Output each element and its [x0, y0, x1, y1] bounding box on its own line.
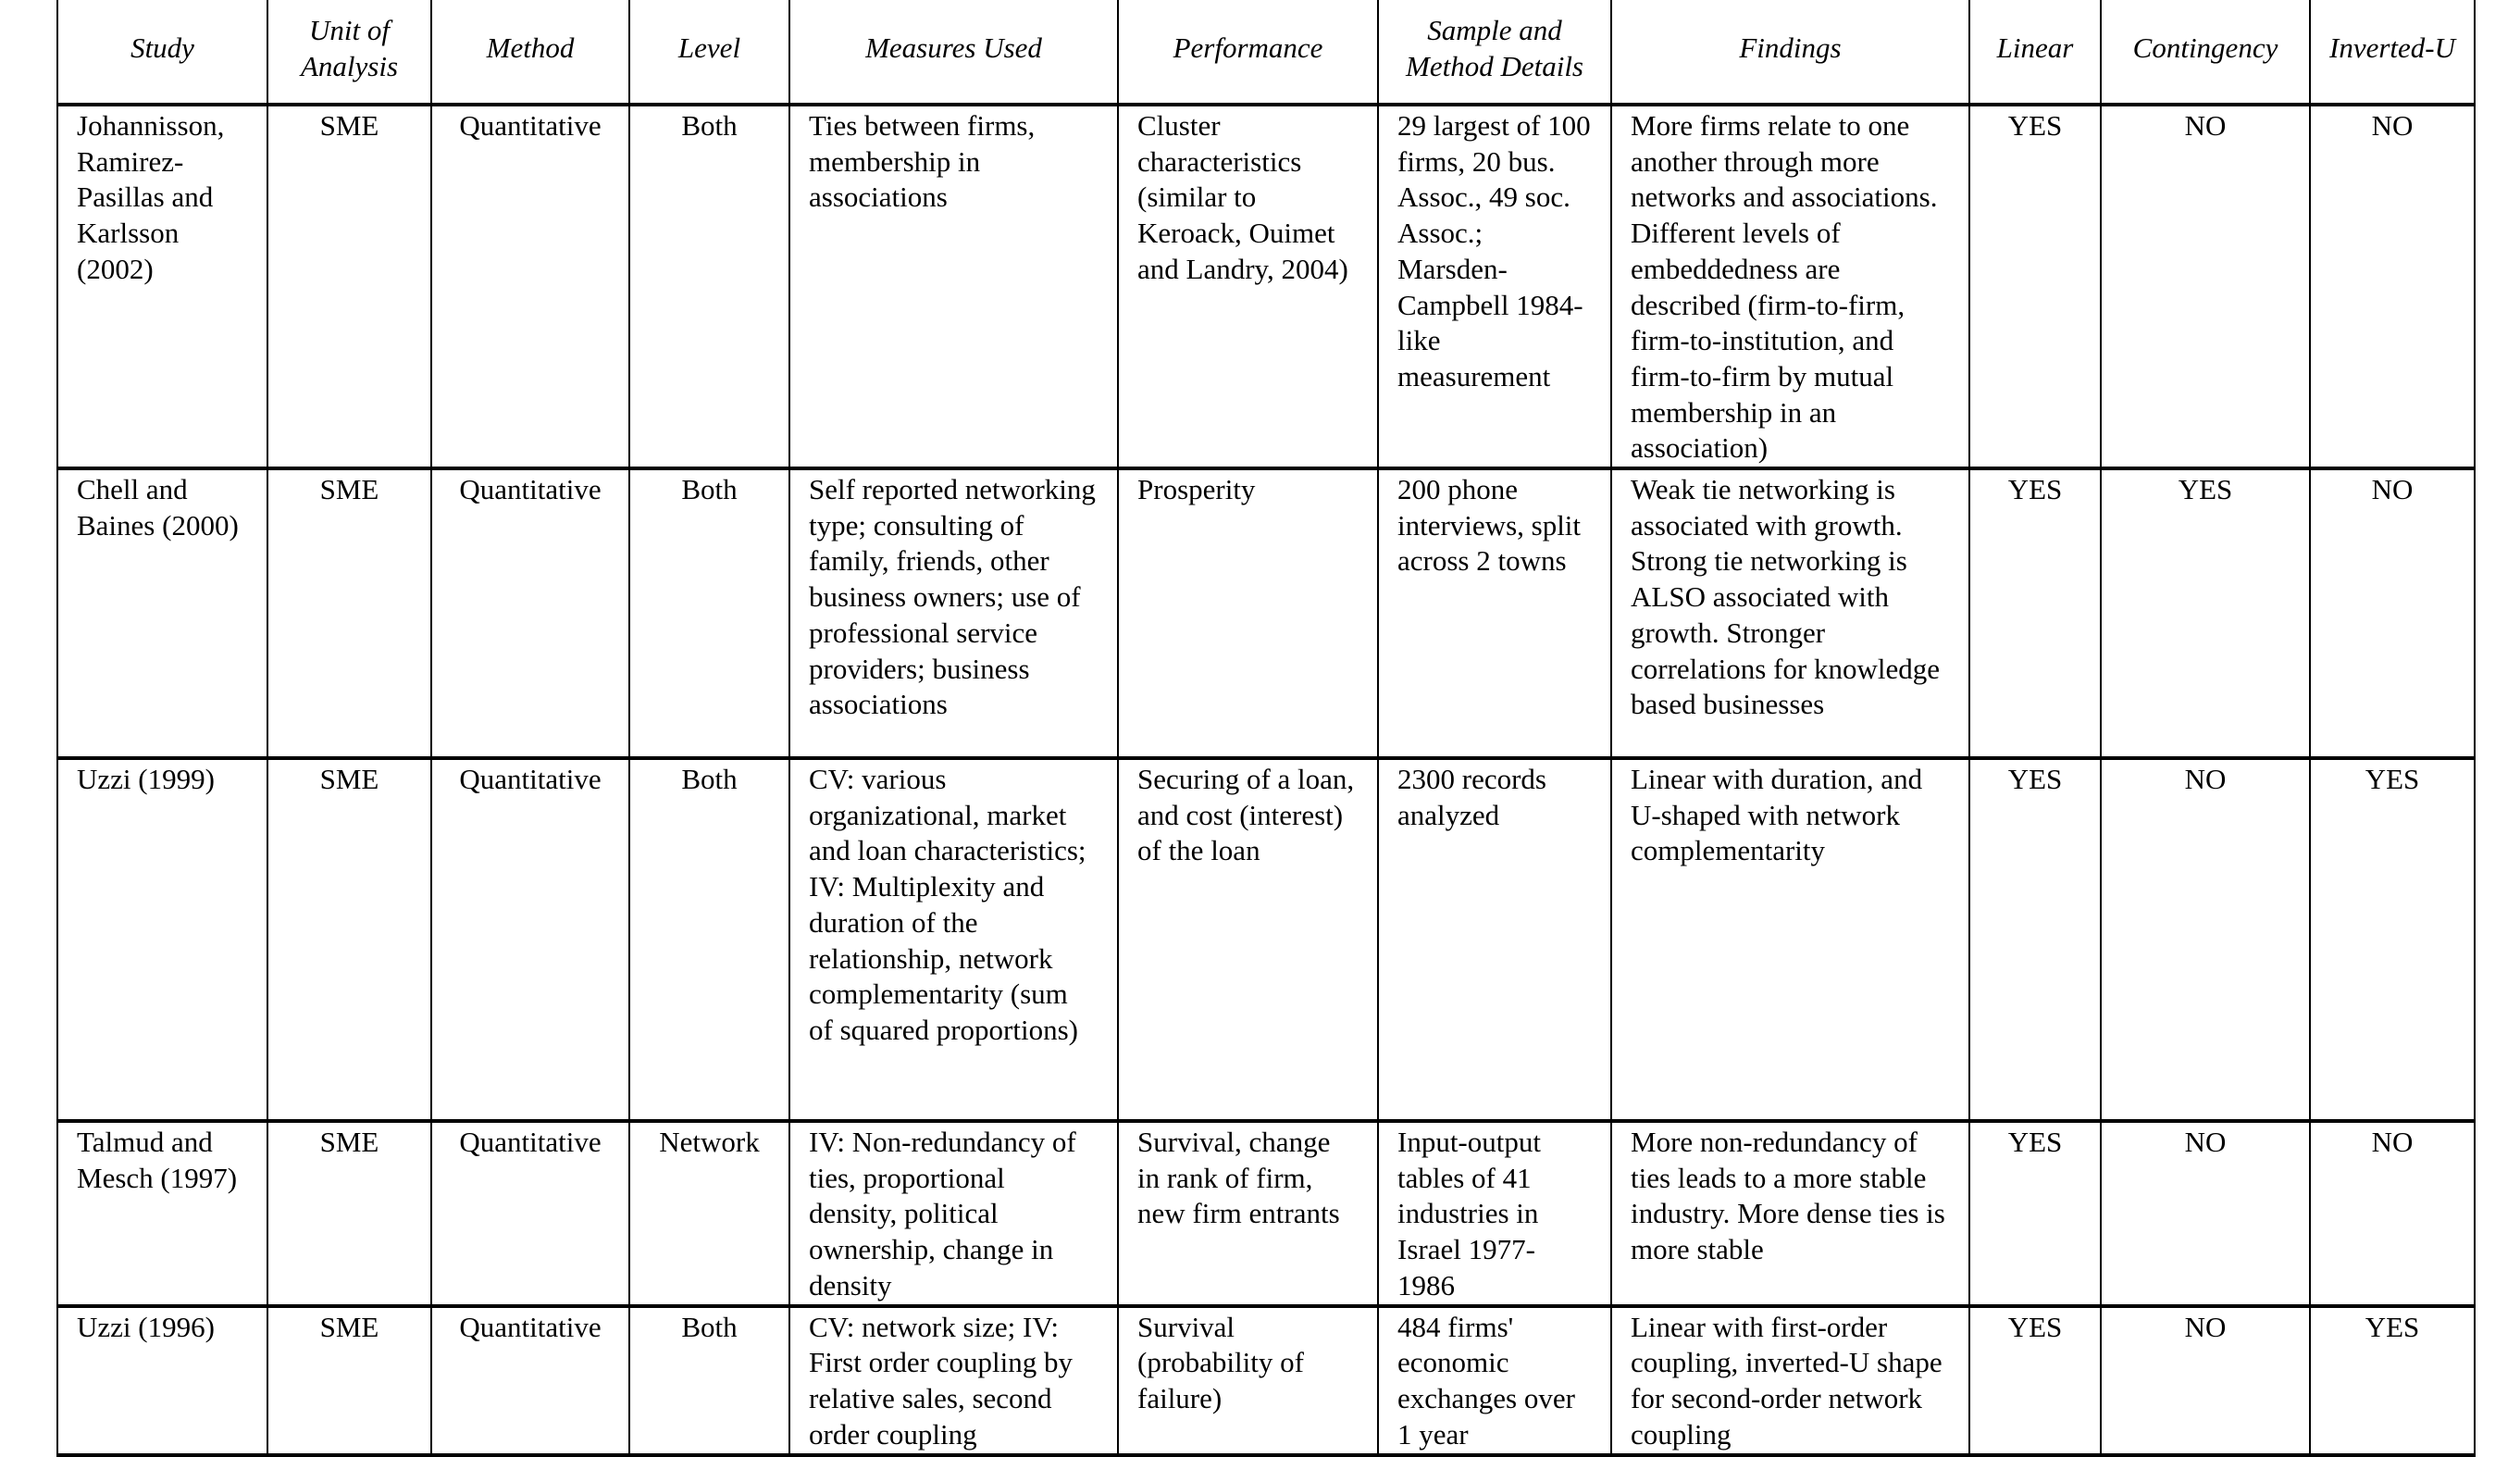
table-row [57, 468, 2475, 758]
studies-table [56, 0, 2476, 1457]
cell-level: Both [629, 468, 789, 758]
cell-measures: CV: various organizational, market and loan characteristics; IV: Multiplexity and duration of the relationship, network complementarity (sum of squared proportions) [789, 758, 1118, 1121]
cell-level: Both [629, 105, 789, 468]
column-header-sample-details: Sample and Method Details [1378, 0, 1611, 105]
cell-contingency: NO [2101, 105, 2310, 468]
cell-linear: YES [1969, 105, 2101, 468]
cell-unit: SME [267, 1306, 431, 1455]
cell-linear: YES [1969, 1306, 2101, 1455]
cell-study: Johannisson, Ramirez-Pasillas and Karlsson (2002) [57, 105, 267, 468]
cell-measures: Ties between firms, membership in associations [789, 105, 1118, 468]
column-header-unit-of-analysis: Unit of Analysis [267, 0, 431, 105]
cell-level: Both [629, 758, 789, 1121]
cell-study: Talmud and Mesch (1997) [57, 1121, 267, 1306]
column-header-study: Study [57, 0, 267, 105]
cell-level: Network [629, 1121, 789, 1306]
cell-measures: Self reported networking type; consulting of family, friends, other business owners; use of professional service providers; business associations [789, 468, 1118, 758]
table-row [57, 105, 2475, 468]
cell-findings: Linear with first-order coupling, inverted-U shape for second-order network coupling [1611, 1306, 1969, 1455]
cell-contingency: YES [2101, 468, 2310, 758]
table-row [57, 1121, 2475, 1306]
cell-performance: Securing of a loan, and cost (interest) of the loan [1118, 758, 1378, 1121]
cell-method: Quantitative [431, 105, 629, 468]
cell-level: Both [629, 1306, 789, 1455]
cell-findings: Linear with duration, and U-shaped with network complementarity [1611, 758, 1969, 1121]
cell-performance: Survival (probability of failure) [1118, 1306, 1378, 1455]
cell-inverted-u: NO [2310, 468, 2475, 758]
cell-findings: Weak tie networking is associated with growth. Strong tie networking is ALSO associated with growth. Stronger correlations for knowledge based businesses [1611, 468, 1969, 758]
cell-unit: SME [267, 468, 431, 758]
cell-sample: Input-output tables of 41 industries in Israel 1977-1986 [1378, 1121, 1611, 1306]
cell-linear: YES [1969, 758, 2101, 1121]
cell-findings: More firms relate to one another through more networks and associations. Different levels of embeddedness are described (firm-to-firm, firm-to-institution, and firm-to-firm by mutual membership in an association) [1611, 105, 1969, 468]
cell-sample: 2300 records analyzed [1378, 758, 1611, 1121]
cell-contingency: NO [2101, 758, 2310, 1121]
cell-linear: YES [1969, 1121, 2101, 1306]
cell-inverted-u: YES [2310, 758, 2475, 1121]
cell-performance: Survival, change in rank of firm, new firm entrants [1118, 1121, 1378, 1306]
column-header-level: Level [629, 0, 789, 105]
cell-method: Quantitative [431, 1121, 629, 1306]
table-row [57, 758, 2475, 1121]
cell-measures: IV: Non-redundancy of ties, proportional density, political ownership, change in density [789, 1121, 1118, 1306]
cell-method: Quantitative [431, 1306, 629, 1455]
cell-study: Uzzi (1999) [57, 758, 267, 1121]
column-header-measures-used: Measures Used [789, 0, 1118, 105]
cell-linear: YES [1969, 468, 2101, 758]
column-header-method: Method [431, 0, 629, 105]
column-header-inverted-u: Inverted-U [2310, 0, 2475, 105]
column-header-linear: Linear [1969, 0, 2101, 105]
cell-study: Uzzi (1996) [57, 1306, 267, 1455]
cell-inverted-u: YES [2310, 1306, 2475, 1455]
cell-performance: Prosperity [1118, 468, 1378, 758]
cell-method: Quantitative [431, 468, 629, 758]
cell-contingency: NO [2101, 1306, 2310, 1455]
cell-study: Chell and Baines (2000) [57, 468, 267, 758]
cell-sample: 200 phone interviews, split across 2 towns [1378, 468, 1611, 758]
cell-measures: CV: network size; IV: First order coupling by relative sales, second order coupling [789, 1306, 1118, 1455]
cell-contingency: NO [2101, 1121, 2310, 1306]
cell-unit: SME [267, 1121, 431, 1306]
cell-performance: Cluster characteristics (similar to Keroack, Ouimet and Landry, 2004) [1118, 105, 1378, 468]
cell-sample: 29 largest of 100 firms, 20 bus. Assoc., 49 soc. Assoc.; Marsden-Campbell 1984-like measurement [1378, 105, 1611, 468]
cell-unit: SME [267, 105, 431, 468]
cell-unit: SME [267, 758, 431, 1121]
cell-sample: 484 firms' economic exchanges over 1 year [1378, 1306, 1611, 1455]
cell-inverted-u: NO [2310, 1121, 2475, 1306]
header-row [57, 0, 2475, 105]
cell-inverted-u: NO [2310, 105, 2475, 468]
column-header-performance: Performance [1118, 0, 1378, 105]
table-row [57, 1306, 2475, 1455]
cell-findings: More non-redundancy of ties leads to a more stable industry. More dense ties is more stable [1611, 1121, 1969, 1306]
column-header-findings: Findings [1611, 0, 1969, 105]
column-header-contingency: Contingency [2101, 0, 2310, 105]
cell-method: Quantitative [431, 758, 629, 1121]
